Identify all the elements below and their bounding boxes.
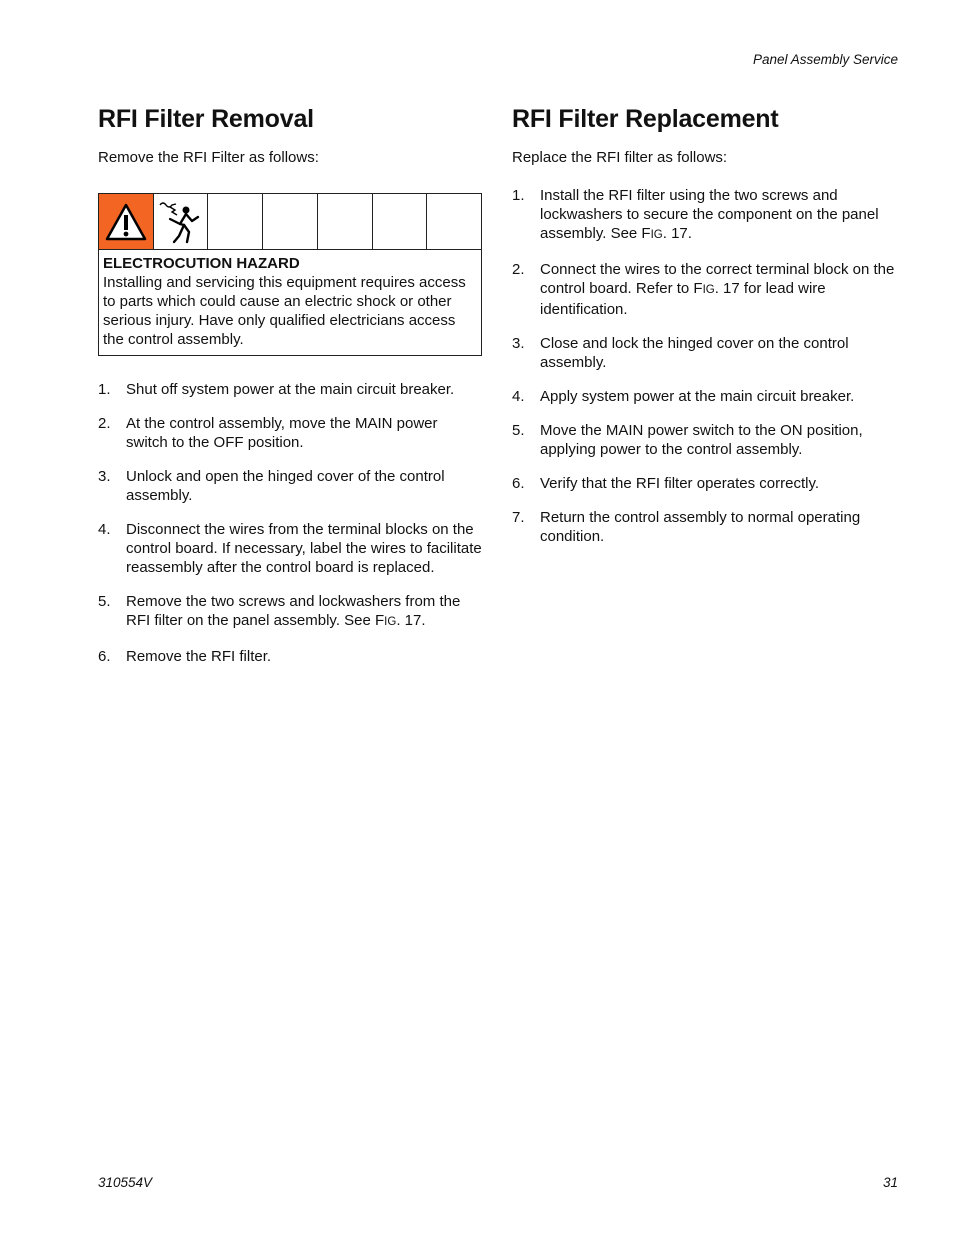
step-number: 1. xyxy=(512,187,525,204)
step-text-tail: . 17. xyxy=(396,612,426,629)
step-text xyxy=(540,260,900,319)
step-text xyxy=(540,508,900,546)
warning-body: Installing and servicing this equipment requires access to parts which could cause an electric shock or other serious injury. Have only qualified electricians access the control assembly. xyxy=(103,274,466,348)
step-text-tail: . 17 for lead wire identification. xyxy=(540,280,826,318)
replacement-steps xyxy=(512,186,900,546)
electric-shock-icon xyxy=(158,199,204,245)
step-number: 6. xyxy=(512,475,525,492)
step-text xyxy=(126,647,483,666)
running-header: Panel Assembly Service xyxy=(752,52,898,67)
page-number: 31 xyxy=(882,1175,898,1190)
step-text-main: Verify that the RFI filter operates correctly. xyxy=(540,475,819,492)
list-item xyxy=(512,508,900,546)
list-item xyxy=(98,467,483,505)
step-number: 3. xyxy=(98,468,111,485)
step-text-main: Remove the two screws and lockwashers from the RFI filter on the panel assembly. See F xyxy=(126,593,461,629)
warning-empty-cell xyxy=(373,194,428,249)
step-text xyxy=(540,334,900,372)
list-item xyxy=(512,334,900,372)
step-text xyxy=(540,387,900,406)
step-text-main: Apply system power at the main circuit breaker. xyxy=(540,388,855,405)
step-text xyxy=(126,520,483,577)
warning-empty-cell xyxy=(208,194,263,249)
electric-shock-cell xyxy=(154,194,209,249)
replacement-intro: Replace the RFI filter as follows: xyxy=(512,149,728,166)
step-number: 2. xyxy=(98,415,111,432)
step-text-tail: . 17. xyxy=(662,225,692,242)
step-number: 1. xyxy=(98,381,111,398)
list-item xyxy=(512,260,900,319)
list-item xyxy=(512,421,900,459)
section-title-removal: RFI Filter Removal xyxy=(98,105,314,133)
warning-title: ELECTROCUTION HAZARD xyxy=(103,255,300,272)
step-text-main: Move the MAIN power switch to the ON position, applying power to the control assembly. xyxy=(540,422,863,458)
step-text-main: Remove the RFI filter. xyxy=(126,648,272,665)
list-item xyxy=(512,387,900,406)
step-text-main: Connect the wires to the correct terminal block on the control board. Refer to F xyxy=(540,261,895,297)
step-text xyxy=(540,186,900,245)
step-text-main: Unlock and open the hinged cover of the control assembly. xyxy=(126,468,445,504)
step-text-main: Install the RFI filter using the two screws and lockwashers to secure the component on the panel assembly. See F xyxy=(540,187,879,242)
warning-text xyxy=(99,250,481,355)
step-text xyxy=(126,467,483,505)
list-item xyxy=(512,186,900,245)
step-number: 3. xyxy=(512,335,525,352)
step-text-main: Close and lock the hinged cover on the control assembly. xyxy=(540,335,849,371)
warning-empty-cell xyxy=(318,194,373,249)
step-text-main: Return the control assembly to normal operating condition. xyxy=(540,509,861,545)
list-item xyxy=(98,414,483,452)
warning-icon-row xyxy=(99,194,481,250)
step-text xyxy=(540,421,900,459)
step-text xyxy=(126,414,483,452)
warning-box xyxy=(98,193,482,356)
step-text xyxy=(540,474,900,493)
step-number: 4. xyxy=(512,388,525,405)
figure-ref-smallcaps: IG xyxy=(650,229,663,241)
right-column xyxy=(512,102,900,561)
list-item xyxy=(98,520,483,577)
list-item xyxy=(98,592,483,632)
removal-steps xyxy=(98,380,483,666)
removal-intro: Remove the RFI Filter as follows: xyxy=(98,149,319,166)
warning-triangle-cell xyxy=(99,194,154,249)
step-number: 5. xyxy=(512,422,525,439)
warning-empty-cell xyxy=(263,194,318,249)
document-number: 310554V xyxy=(98,1175,153,1190)
step-text-main: Disconnect the wires from the terminal blocks on the control board. If necessary, label the wires to facilitate reassembly after the control board is replaced. xyxy=(126,521,482,576)
list-item xyxy=(98,647,483,666)
step-number: 4. xyxy=(98,521,111,538)
figure-ref-smallcaps: IG xyxy=(702,284,715,296)
warning-triangle-icon xyxy=(105,202,147,242)
step-number: 7. xyxy=(512,509,525,526)
step-number: 2. xyxy=(512,261,525,278)
left-column xyxy=(98,102,483,681)
list-item xyxy=(512,474,900,493)
step-text xyxy=(126,592,483,632)
step-number: 6. xyxy=(98,648,111,665)
step-text-main: At the control assembly, move the MAIN power switch to the OFF position. xyxy=(126,415,438,451)
section-title-replacement: RFI Filter Replacement xyxy=(512,105,779,133)
step-text-main: Shut off system power at the main circuit breaker. xyxy=(126,381,455,398)
step-number: 5. xyxy=(98,593,111,610)
warning-empty-cell xyxy=(427,194,481,249)
step-text xyxy=(126,380,483,399)
figure-ref-smallcaps: IG xyxy=(384,616,397,628)
list-item xyxy=(98,380,483,399)
